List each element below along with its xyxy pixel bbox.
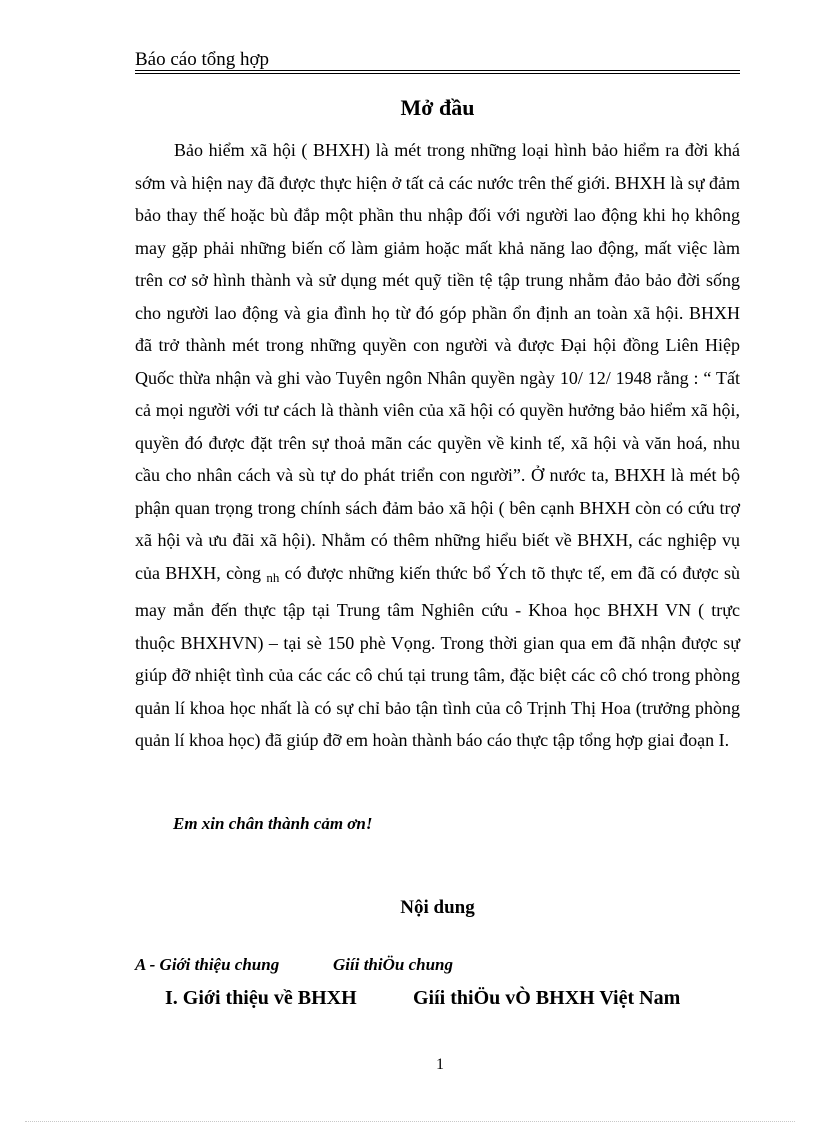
page-bottom-edge [25,1121,795,1122]
intro-paragraph-part1: Bảo hiểm xã hội ( BHXH) là mét trong những loại hình bảo hiểm ra đời khá sớm và hiện nay đã được thực hiện ở tất cả các nước trên thế giới. BHXH là sự đảm bảo thay thế hoặc bù đắp một phần thu nhập đối với người lao động khi họ không may gặp phải những biến cố làm giảm hoặc mất khả năng lao động, mất việc làm trên cơ sở hình thành và sử dụng mét quỹ tiền tệ tập trung nhằm đảo bảo đời sống cho người lao động và gia đình họ từ đó góp phần ổn định an toàn xã hội. BHXH đã trở thành mét trong những quyền con người và được Đại hội đồng Liên Hiệp Quốc thừa nhận và ghi vào Tuyên ngôn Nhân quyền ngày 10/ 12/ 1948 rằng : “ Tất cả mọi người với tư cách là thành viên của xã hội có quyền hưởng bảo hiểm xã hội, quyền đó được đặt trên sự thoả mãn các quyền về kinh tế, xã hội và văn hoá, nhu cầu cho nhân cách và sù tự do phát triển con người”. Ở nước ta, BHXH là mét bộ phận quan trọng trong chính sách đảm bảo xã hội ( bên cạnh BHXH còn có cứu trợ xã hội và ưu đãi xã hội). Nhằm có thêm những hiểu biết về BHXH, các nghiệp vụ của BHXH, còng [135,140,740,583]
section-i-heading-alt: Giíi thiÖu vÒ BHXH Việt Nam [413,987,681,1009]
running-header: Báo cáo tổng hợp [135,49,270,70]
section-a-heading-alt: Giíi thiÖu chung [333,955,453,974]
intro-paragraph-part2: có được những kiến thức bổ Ých tõ thực tế, em đã có được sù may mắn đến thực tập tại Trung tâm Nghiên cứu - Khoa học BHXH VN ( trực thuộc BHXHVN) – tại sè 150 phè Vọng. Trong thời gian qua em đã nhận được sự giúp đỡ nhiệt tình của các các cô chú tại trung tâm, đặc biệt các cô chó trong phòng quản lí khoa học nhất là có sự chỉ bảo tận tình của cô Trịnh Thị Hoa (trưởng phòng quản lí khoa học) đã giúp đỡ em hoàn thành báo cáo thực tập tổng hợp giai đoạn I. [135,562,740,750]
section-i-heading: I. Giới thiệu về BHXH [165,987,357,1009]
thanks-line: Em xin chân thành cảm ơn! [173,814,373,833]
document-title: Mở đầu [400,95,475,120]
header-rule-bottom [135,73,740,74]
header-rule-top [135,70,740,71]
page-number: 1 [436,1056,444,1073]
intro-paragraph-subscript: nh [266,569,280,585]
section-title: Nội dung [400,897,475,918]
intro-paragraph [135,134,740,757]
section-a-heading: A - Giới thiệu chung [135,955,280,974]
